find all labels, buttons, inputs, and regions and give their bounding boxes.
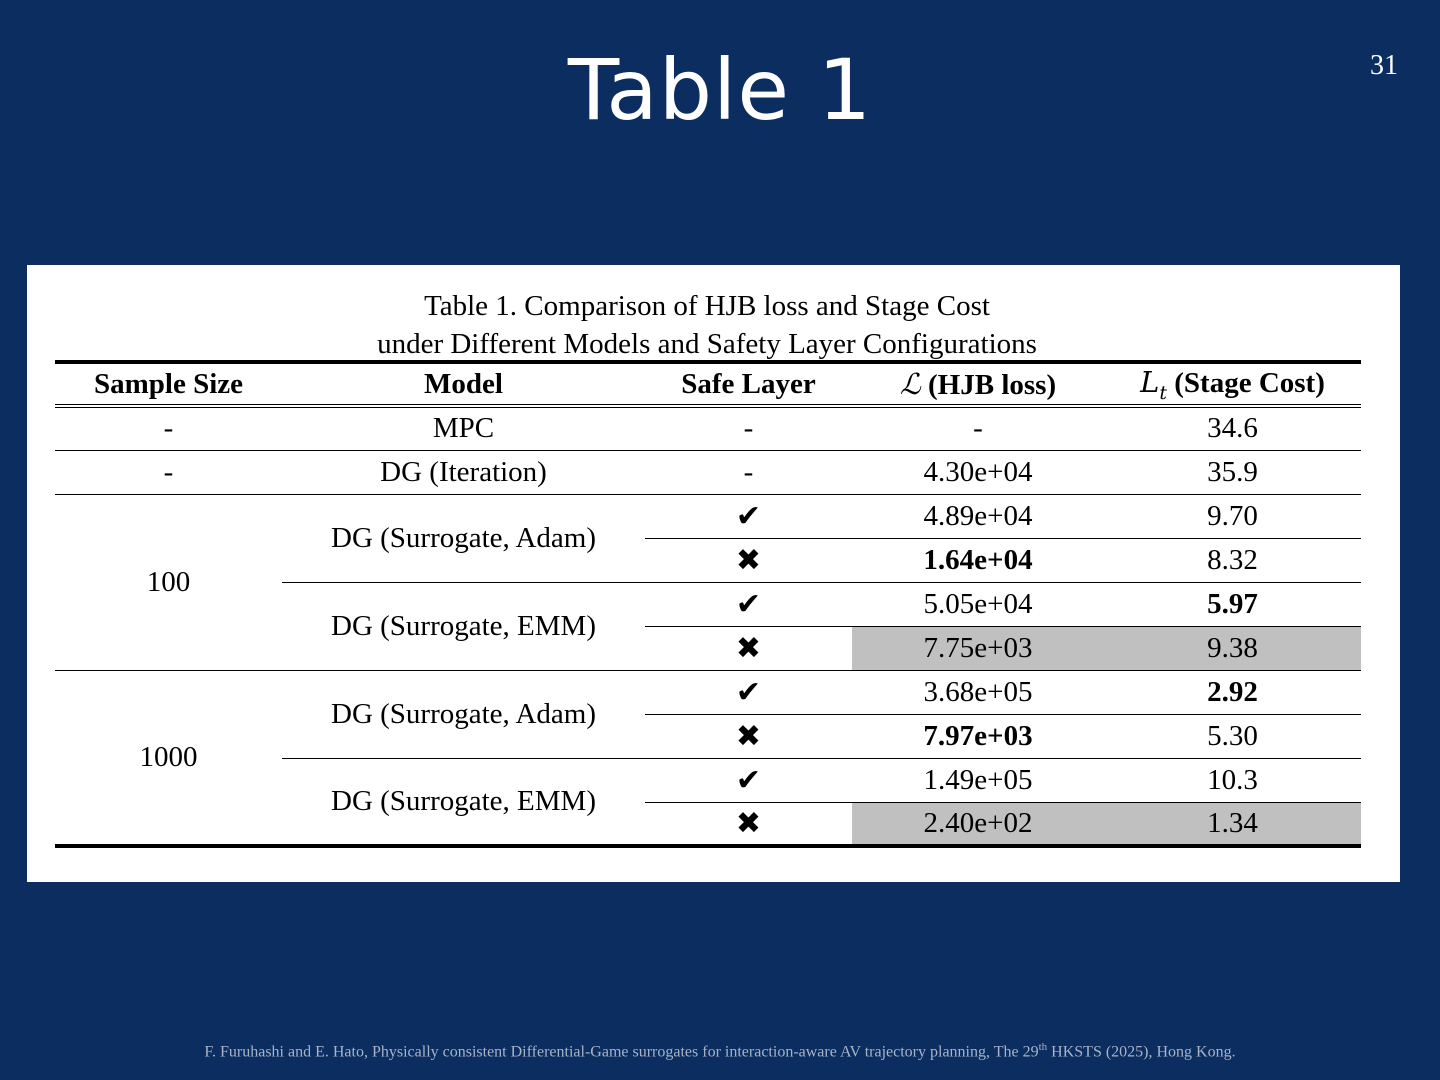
- caption-line-2: under Different Models and Safety Layer Configurations: [377, 328, 1037, 360]
- check-icon: ✔: [645, 494, 852, 538]
- cell-stage-cost: 9.38: [1104, 626, 1361, 670]
- cell-hjb-loss: 7.75e+03: [852, 626, 1104, 670]
- cell-stage-cost: 2.92: [1104, 670, 1361, 714]
- cell-hjb-loss: 7.97e+03: [852, 714, 1104, 758]
- header-hjb-loss: [852, 362, 1104, 406]
- citation-footer: [0, 1041, 1440, 1061]
- cross-icon: ✖: [645, 538, 852, 582]
- cell-hjb-loss: 4.30e+04: [852, 450, 1104, 494]
- cell-safe-layer: -: [645, 406, 852, 450]
- citation-superscript: th: [1038, 1041, 1048, 1053]
- caption-line-1: Table 1. Comparison of HJB loss and Stage Cost: [424, 290, 990, 322]
- cell-sample-size: 1000: [55, 670, 282, 846]
- cell-model: MPC: [282, 406, 645, 450]
- cell-hjb-loss: -: [852, 406, 1104, 450]
- header-stage-cost: [1104, 362, 1361, 406]
- cell-stage-cost: 35.9: [1104, 450, 1361, 494]
- slide-title: Table 1: [567, 41, 873, 139]
- cell-stage-cost: 8.32: [1104, 538, 1361, 582]
- cell-hjb-loss: 5.05e+04: [852, 582, 1104, 626]
- cell-stage-cost: 9.70: [1104, 494, 1361, 538]
- check-icon: ✔: [645, 582, 852, 626]
- cross-icon: ✖: [645, 626, 852, 670]
- header-row: [55, 362, 1361, 406]
- cell-stage-cost: 5.97: [1104, 582, 1361, 626]
- citation-text-end: HKSTS (2025), Hong Kong.: [1047, 1043, 1236, 1061]
- table-caption: [0, 287, 1414, 363]
- page-number: 31: [1370, 50, 1398, 81]
- header-sample-size: Sample Size: [55, 362, 282, 406]
- cell-sample-size: -: [55, 450, 282, 494]
- cross-icon: ✖: [645, 714, 852, 758]
- stage-label: (Stage Cost): [1167, 366, 1325, 399]
- table-row: [55, 406, 1361, 450]
- table-row: [55, 494, 1361, 538]
- stage-symbol: L: [1140, 364, 1160, 399]
- cell-model: DG (Iteration): [282, 450, 645, 494]
- header-model: Model: [282, 362, 645, 406]
- table-row: [55, 670, 1361, 714]
- cell-sample-size: 100: [55, 494, 282, 670]
- cross-icon: ✖: [645, 802, 852, 846]
- check-icon: ✔: [645, 670, 852, 714]
- results-table: [55, 360, 1361, 848]
- check-icon: ✔: [645, 758, 852, 802]
- cell-stage-cost: 10.3: [1104, 758, 1361, 802]
- cell-hjb-loss: 3.68e+05: [852, 670, 1104, 714]
- hjb-symbol: ℒ: [899, 366, 921, 401]
- citation-text: F. Furuhashi and E. Hato, Physically consistent Differential-Game surrogates for interaction-aware AV trajectory planning, The 29: [204, 1043, 1039, 1061]
- cell-model: DG (Surrogate, EMM): [282, 758, 645, 846]
- cell-safe-layer: -: [645, 450, 852, 494]
- cell-stage-cost: 34.6: [1104, 406, 1361, 450]
- table-row: [55, 450, 1361, 494]
- stage-subscript: t: [1159, 381, 1168, 404]
- cell-model: DG (Surrogate, Adam): [282, 494, 645, 582]
- cell-sample-size: -: [55, 406, 282, 450]
- cell-model: DG (Surrogate, EMM): [282, 582, 645, 670]
- hjb-label: (HJB loss): [920, 368, 1057, 401]
- cell-stage-cost: 5.30: [1104, 714, 1361, 758]
- cell-hjb-loss: 1.64e+04: [852, 538, 1104, 582]
- cell-hjb-loss: 1.49e+05: [852, 758, 1104, 802]
- cell-stage-cost: 1.34: [1104, 802, 1361, 846]
- cell-hjb-loss: 4.89e+04: [852, 494, 1104, 538]
- cell-hjb-loss: 2.40e+02: [852, 802, 1104, 846]
- cell-model: DG (Surrogate, Adam): [282, 670, 645, 758]
- header-safe-layer: Safe Layer: [645, 362, 852, 406]
